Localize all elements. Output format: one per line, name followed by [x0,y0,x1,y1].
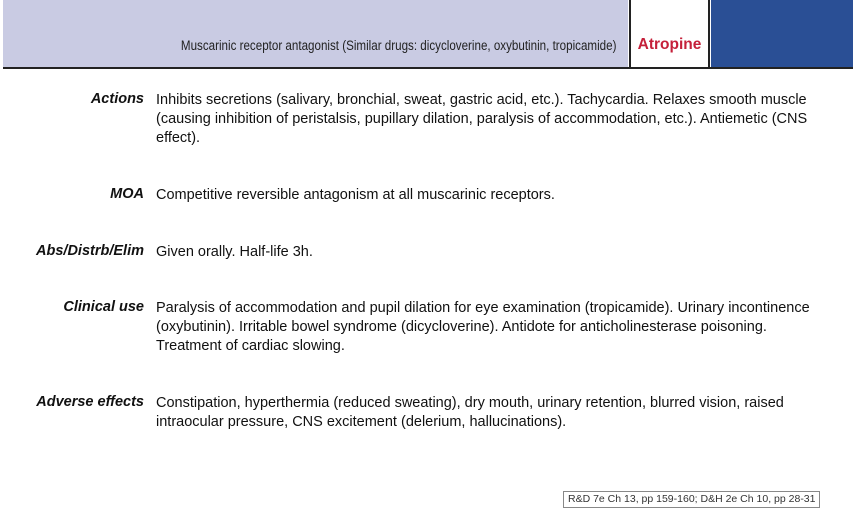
category-band [3,0,628,67]
section-text: Constipation, hyperthermia (reduced sweating), dry mouth, urinary retention, blurred vision, raised intraocular pressure, CNS excitement (delerium, hallucinations). [156,395,784,430]
accent-band [711,0,853,68]
section-label: Abs/Distrb/Elim [36,243,144,259]
section-text: Inhibits secretions (salivary, bronchial, sweat, gastric acid, etc.). Tachycardia. Relaxes smooth muscle (causing inhibition of peristalsis, pupillary dilation, paralysis of accommodation, etc.). Antiemetic (CNS effect). [156,92,808,146]
header-banner [0,0,857,70]
section-text: Given orally. Half-life 3h. [156,244,313,260]
section-label: Adverse effects [36,394,144,410]
section-label: MOA [110,186,144,202]
header-divider [3,67,853,69]
reference-box: R&D 7e Ch 13, pp 159-160; D&H 2e Ch 10, pp 28-31 [563,491,820,508]
drug-category: Muscarinic receptor antagonist (Similar drugs: dicycloverine, oxybutinin, tropicamide) [180,38,616,53]
section-text: Paralysis of accommodation and pupil dilation for eye examination (tropicamide). Urinary incontinence (oxybutinin). Irritable bowel syndrome (dicycloverine). Antidote for anticholinesterase poisoning. Treatment of cardiac slowing. [156,300,810,354]
section-label: Actions [90,91,144,107]
section-label: Clinical use [63,299,144,315]
section-text: Competitive reversible antagonism at all muscarinic receptors. [156,187,555,203]
drug-name: Atropine [637,36,702,53]
drug-name-box [629,0,710,68]
